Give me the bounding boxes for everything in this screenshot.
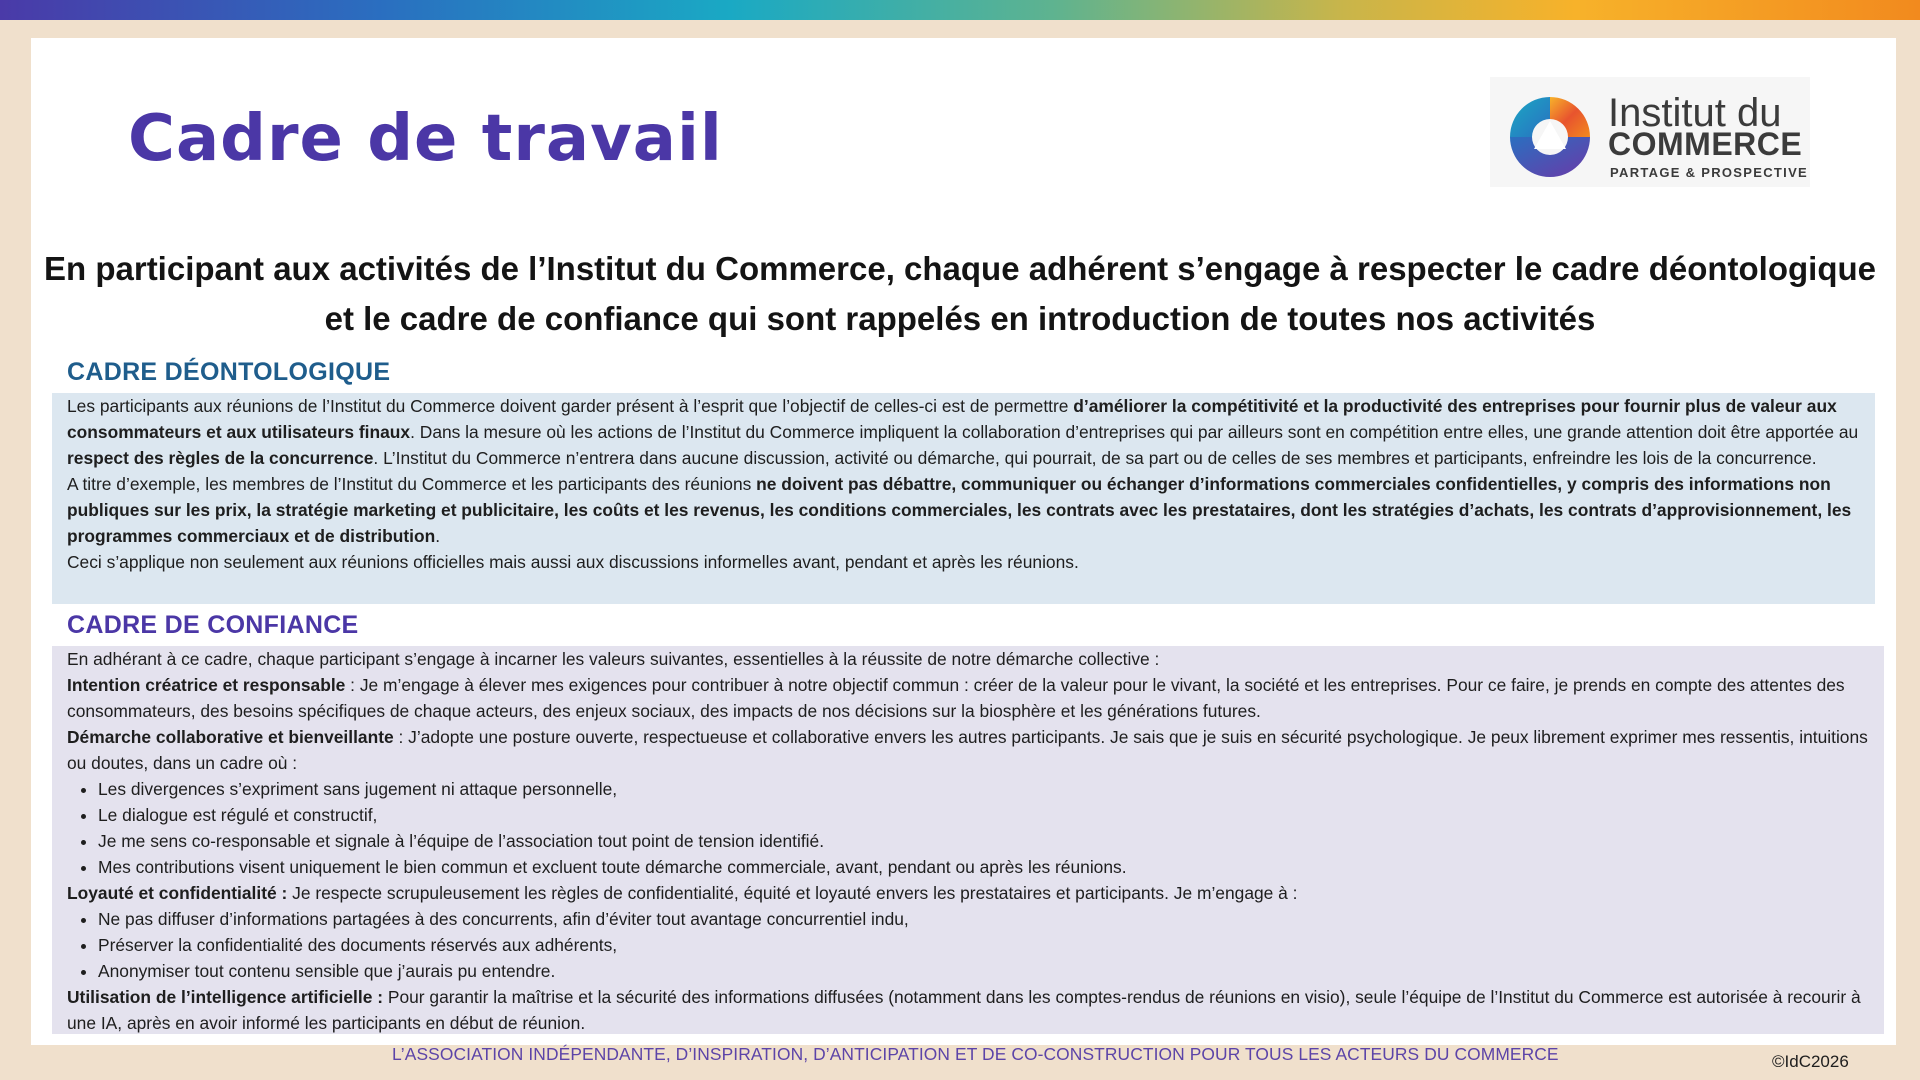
loyaute-list — [67, 906, 1869, 984]
list-item: • Anonymiser tout contenu sensible que j’aurais pu entendre. — [98, 958, 1869, 984]
deontologique-box — [52, 393, 1875, 604]
deontologique-paragraph-3: Ceci s’applique non seulement aux réunions officielles mais aussi aux discussions informelles avant, pendant et après les réunions. — [67, 552, 1079, 572]
list-item: • Les divergences s’expriment sans jugement ni attaque personnelle, — [98, 776, 1869, 802]
copyright: ©IdC2026 — [1772, 1052, 1849, 1071]
loyaute-paragraph — [67, 880, 1869, 906]
logo-text-line3: PARTAGE & PROSPECTIVE — [1610, 165, 1809, 180]
list-item: • Ne pas diffuser d’informations partagées à des concurrents, afin d’éviter tout avantage concurrentiel indu, — [98, 906, 1869, 932]
loyaute-text: Je respecte scrupuleusement les règles de confidentialité, équité et loyauté envers les prestataires et participants. Je m’engage à : — [287, 883, 1298, 903]
text: . Dans la mesure où les actions de l’Institut du Commerce impliquent la collaboration d’entreprises qui par ailleurs sont en compétition entre elles, une grande attention doit être apportée au — [410, 422, 1859, 442]
deontologique-paragraph-1 — [67, 393, 1860, 471]
confiance-intro: En adhérant à ce cadre, chaque participant s’engage à incarner les valeurs suivantes, essentielles à la réussite de notre démarche collective : — [67, 649, 1160, 669]
logo — [1490, 77, 1810, 187]
ia-label: Utilisation de l’intelligence artificielle : — [67, 987, 384, 1007]
page-title: Cadre de travail — [128, 102, 723, 176]
text: A titre d’exemple, les membres de l’Institut du Commerce et les participants des réunions — [67, 474, 757, 494]
emphasis: respect des règles de la concurrence — [67, 448, 374, 468]
list-item: • Le dialogue est régulé et constructif, — [98, 802, 1869, 828]
list-item: • Je me sens co-responsable et signale à l’équipe de l’association tout point de tension identifié. — [98, 828, 1869, 854]
footer-tagline: L’ASSOCIATION INDÉPENDANTE, D’INSPIRATION, D’ANTICIPATION ET DE CO-CONSTRUCTION POUR TOUS LES ACTEURS DU COMMERCE — [392, 1044, 1559, 1064]
intention-text: : Je m’engage à élever mes exigences pour contribuer à notre objectif commun : créer de la valeur pour le vivant, la société et les entreprises. Pour ce faire, je prends en compte des attentes des consommateurs, des besoins spécifiques de chaque acteurs, des enjeux sociaux, des impacts de nos décisions sur la biosphère et les générations futures. — [67, 675, 1845, 721]
emphasis: ne doivent pas débattre, communiquer ou échanger d’informations commerciales confidentielles, y compris des informations non publiques sur les prix, la stratégie marketing et publicitaire, les coûts et les revenus, les conditions commerciales, les contrats avec les prestataires, dont les stratégies d’achats, les contrats d’approvisionnement, les programmes commerciaux et de distribution — [67, 474, 1852, 546]
ia-paragraph — [67, 984, 1869, 1036]
deontologique-paragraph-2 — [67, 471, 1860, 549]
demarche-list — [67, 776, 1869, 880]
list-item: • Préserver la confidentialité des documents réservés aux adhérents, — [98, 932, 1869, 958]
confiance-box — [52, 646, 1884, 1034]
text: . — [435, 526, 441, 546]
emphasis: d’améliorer la compétitivité et la productivité des entreprises pour fournir plus de valeur aux consommateurs et aux utilisateurs finaux — [67, 396, 1837, 442]
institut-du-commerce-logo-icon — [1504, 91, 1596, 183]
loyaute-label: Loyauté et confidentialité : — [67, 883, 288, 903]
logo-text-line2: COMMERCE — [1608, 126, 1803, 162]
list-item: • Mes contributions visent uniquement le bien commun et excluent toute démarche commerciale, avant, pendant ou après les réunions. — [98, 854, 1869, 880]
demarche-label: Démarche collaborative et bienveillante — [67, 727, 394, 747]
intention-label: Intention créatrice et responsable — [67, 675, 346, 695]
confiance-heading: CADRE DE CONFIANCE — [67, 611, 359, 639]
ia-text: Pour garantir la maîtrise et la sécurité des informations diffusées (notamment dans les comptes-rendus de réunions en visio), seule l’équipe de l’Institut du Commerce est autorisée à recourir à une IA, après en avoir informé les participants en début de réunion. — [67, 987, 1861, 1033]
text: Les participants aux réunions de l’Institut du Commerce doivent garder présent à l’esprit que l’objectif de celles-ci est de permettre — [67, 396, 1074, 416]
intention-paragraph — [67, 672, 1869, 724]
demarche-text: : J’adopte une posture ouverte, respectueuse et collaborative envers les autres participants. Je sais que je suis en sécurité psychologique. Je peux librement exprimer mes ressentis, intuitions ou doutes, dans un cadre où : — [67, 727, 1868, 773]
top-gradient-bar — [0, 0, 1920, 20]
text: . L’Institut du Commerce n’entrera dans aucune discussion, activité ou démarche, qui pourrait, de sa part ou de celles de ses membres et participants, enfreindre les lois de la concurrence. — [373, 448, 1817, 468]
deontologique-heading: CADRE DÉONTOLOGIQUE — [67, 358, 391, 386]
logo-text-line1: Institut du — [1608, 91, 1782, 135]
intro-statement: En participant aux activités de l’Institut du Commerce, chaque adhérent s’engage à respecter le cadre déontologique et le cadre de confiance qui sont rappelés en introduction de toutes nos activités — [44, 250, 1876, 337]
demarche-paragraph — [67, 724, 1869, 776]
